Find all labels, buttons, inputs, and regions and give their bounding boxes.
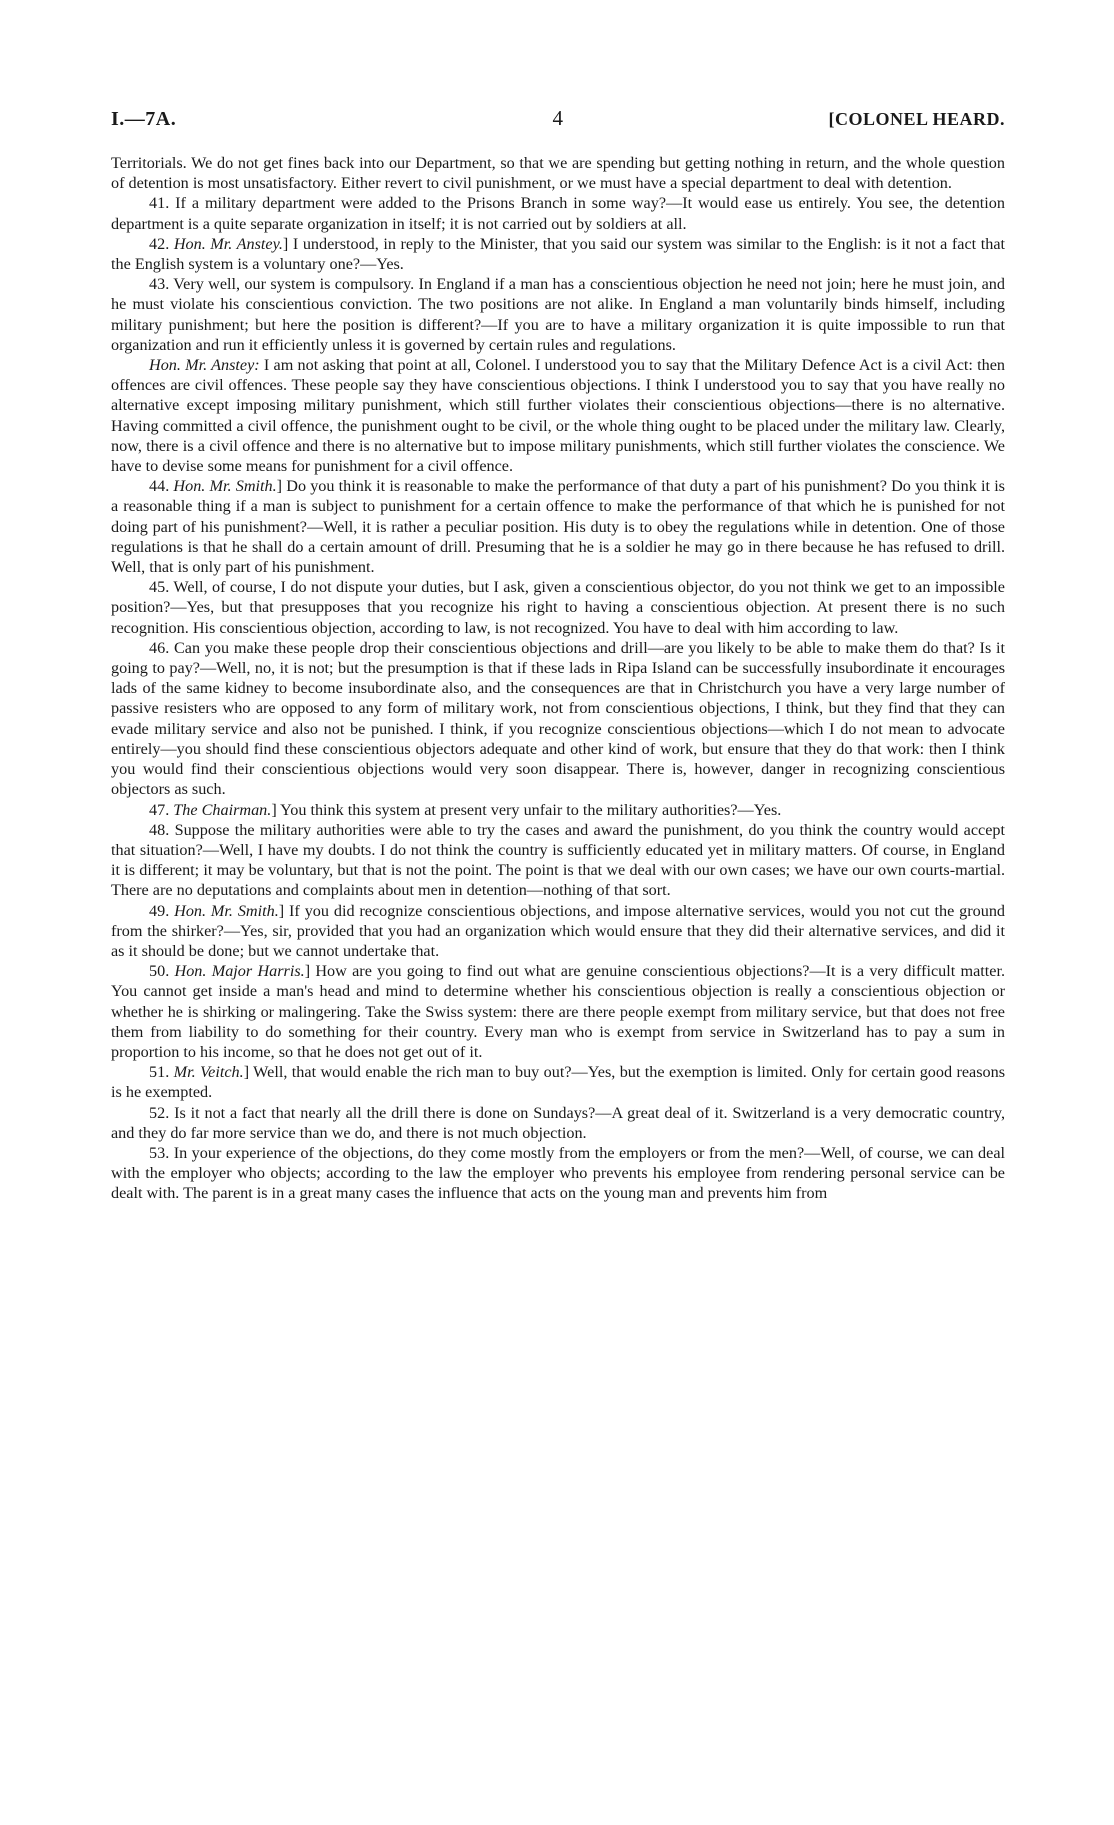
document-page (111, 106, 1005, 1204)
paragraph (111, 193, 1005, 233)
paragraph (111, 1143, 1005, 1204)
page-number: 4 (552, 106, 564, 130)
question-number: 44. (149, 477, 174, 496)
paragraph-text: ] If you did recognize conscientious objections, and impose alternative services, would you not cut the ground from the shirker?—Yes, sir, provided that you had an organization which would ensure that they did their alternative services, and did it as it should be done; but we cannot undertake that. (111, 901, 1006, 960)
paragraph (111, 961, 1005, 1062)
question-number: 43. (149, 275, 174, 294)
paragraph-text: ] Do you think it is reasonable to make the performance of that duty a part of his punishment? Do you think it is a reasonable thing if a man is subject to punishment for a certain offence to make the performance of that which he is punished for not doing part of his punishment?—Well, it is rather a peculiar position. His duty is to obey the regulations while in detention. One of those regulations is that he shall do a certain amount of drill. Presuming that he is a soldier he may go in there because he has refused to drill. Well, that is only part of his punishment. (111, 477, 1005, 577)
speaker-name: Mr. Veitch. (173, 1063, 244, 1082)
paragraph (111, 274, 1005, 355)
paragraph-text: ] How are you going to find out what are genuine conscientious objections?—It is a very difficult matter. You cannot get inside a man's head and mind to determine whether his conscientious objection is really a conscientious objection or whether he is shirking or malingering. Take the Swiss system: there are there people exempt from military service, but that does not free them from liability to do something for their country. Every man who is exempt from service in Switzerland has to pay a sum in proportion to his income, so that he does not get out of it. (111, 962, 1006, 1061)
document-reference: I.—7A. (111, 108, 177, 130)
running-head: [COLONEL HEARD. (828, 109, 1005, 129)
question-number: 45. (149, 578, 174, 597)
speaker-name: Hon. Mr. Smith. (173, 477, 277, 496)
question-number: 42. (149, 234, 174, 253)
speaker-name: Hon. Mr. Anstey: (149, 356, 260, 375)
paragraph (111, 577, 1005, 638)
question-number: 50. (149, 962, 175, 981)
question-number: 41. (149, 194, 176, 213)
paragraph-text: In your experience of the objections, do they come mostly from the employers or from the men?—Well, of course, we can deal with the employer who objects; according to the law the employer who prevents his employee from rendering personal service can be dealt with. The parent is in a great many cases the influence that acts on the young man and prevents him from (111, 1143, 1006, 1203)
speaker-name: Hon. Mr. Anstey. (173, 234, 283, 253)
paragraph (111, 1103, 1005, 1143)
paragraph-text: If a military department were added to the Prisons Branch in some way?—It would ease us entirely. You see, the detention department is a quite separate organization in itself; it is not carried out by soldiers at all. (111, 194, 1005, 233)
paragraph-text: Territorials. We do not get fines back into our Department, so that we are spending but getting nothing in return, and the whole question of detention is most unsatisfactory. Either revert to civil punishment, or we must have a special department to deal with detention. (111, 154, 1005, 193)
paragraph (111, 1062, 1005, 1102)
paragraph (111, 234, 1005, 274)
question-number: 51. (149, 1063, 174, 1082)
paragraph-text: ] Well, that would enable the rich man to buy out?—Yes, but the exemption is limited. Only for certain good reasons is he exempted. (111, 1063, 1006, 1102)
paragraph (111, 638, 1005, 800)
paragraph-text: Very well, our system is compulsory. In England if a man has a conscientious objection he need not join; here he must join, and he must violate his conscientious conviction. The two positions are not alike. In England a man voluntarily binds himself, including military punishment; but here the position is different?—If you are to have a military organization it is quite impossible to run that organization and run it efficiently unless it is governed by certain rules and regulations. (111, 275, 1005, 354)
speaker-name: Hon. Major Harris. (174, 962, 305, 981)
paragraph (111, 800, 1005, 820)
question-number: 47. (149, 800, 174, 819)
paragraph-text: Can you make these people drop their conscientious objections and drill—are you likely to be able to make them do that? Is it going to pay?—Well, no, it is not; but the presumption is that if these lads in Ripa Island can be successfully insubordinate it encourages lads of the same kidney to become insubordinate also, and the consequences are that in Christchurch you have a very large number of passive resisters who are opposed to any form of military work, not from conscientious objections, I think, but they find that they can evade military service and also not be punished. I think, if you recognize conscientious objections—which I do not mean to advocate entirely—you should find these conscientious objectors adequate and other kind of work, but ensure that they do that work: then I think you would find their conscientious objections would very soon disappear. There is, however, danger in recognizing conscientious objectors as such. (111, 638, 1005, 799)
paragraph-text: Is it not a fact that nearly all the drill there is done on Sundays?—A great deal of it. Switzerland is a very democratic country, and they do far more service than we do, and there is not much objection. (111, 1103, 1006, 1142)
speaker-name: The Chairman. (173, 800, 272, 819)
paragraph-text: I am not asking that point at all, Colonel. I understood you to say that the Military Defence Act is a civil Act: then offences are civil offences. These people say they have conscientious objections. I think I understood you to say that you have really no alternative except imposing military punishment, which still further violates their conscientious objections—there is no alternative. Having committed a civil offence, the punishment ought to be civil, or the whole thing ought to be placed under the military law. Clearly, now, there is a civil offence and there is no alternative but to impose military punishments, which still further violates the conscience. We have to devise some means for punishment for a civil offence. (111, 356, 1005, 476)
paragraph (111, 476, 1005, 577)
paragraph-text: Suppose the military authorities were able to try the cases and award the punishment, do you think the country would accept that situation?—Well, I have my doubts. I do not think the country is sufficiently educated yet in military matters. Of course, in England it is different; it may be voluntary, but that is not the point. The point is that we deal with our own cases; we have our own courts-martial. There are no deputations and complaints about men in detention—nothing of that sort. (111, 820, 1006, 900)
page-header (111, 106, 1005, 131)
document-body (111, 153, 1005, 1204)
question-number: 53. (149, 1143, 174, 1162)
question-number: 52. (149, 1103, 175, 1122)
paragraph (111, 153, 1005, 193)
paragraph (111, 820, 1005, 901)
question-number: 48. (149, 820, 175, 839)
question-number: 49. (149, 901, 175, 920)
paragraph (111, 355, 1005, 476)
paragraph-text: ] You think this system at present very unfair to the military authorities?—Yes. (271, 800, 782, 819)
paragraph (111, 901, 1005, 962)
paragraph-text: ] I understood, in reply to the Minister, that you said our system was similar to the English: is it not a fact that the English system is a voluntary one?—Yes. (111, 234, 1006, 274)
speaker-name: Hon. Mr. Smith. (174, 901, 279, 920)
question-number: 46. (149, 638, 174, 657)
paragraph-text: Well, of course, I do not dispute your duties, but I ask, given a conscientious objector, do you not think we get to an impossible position?—Yes, but that presupposes that you recognize his right to having a conscientious objection. At present there is no such recognition. His conscientious objection, according to law, is not recognized. You have to deal with him according to law. (111, 578, 1005, 637)
